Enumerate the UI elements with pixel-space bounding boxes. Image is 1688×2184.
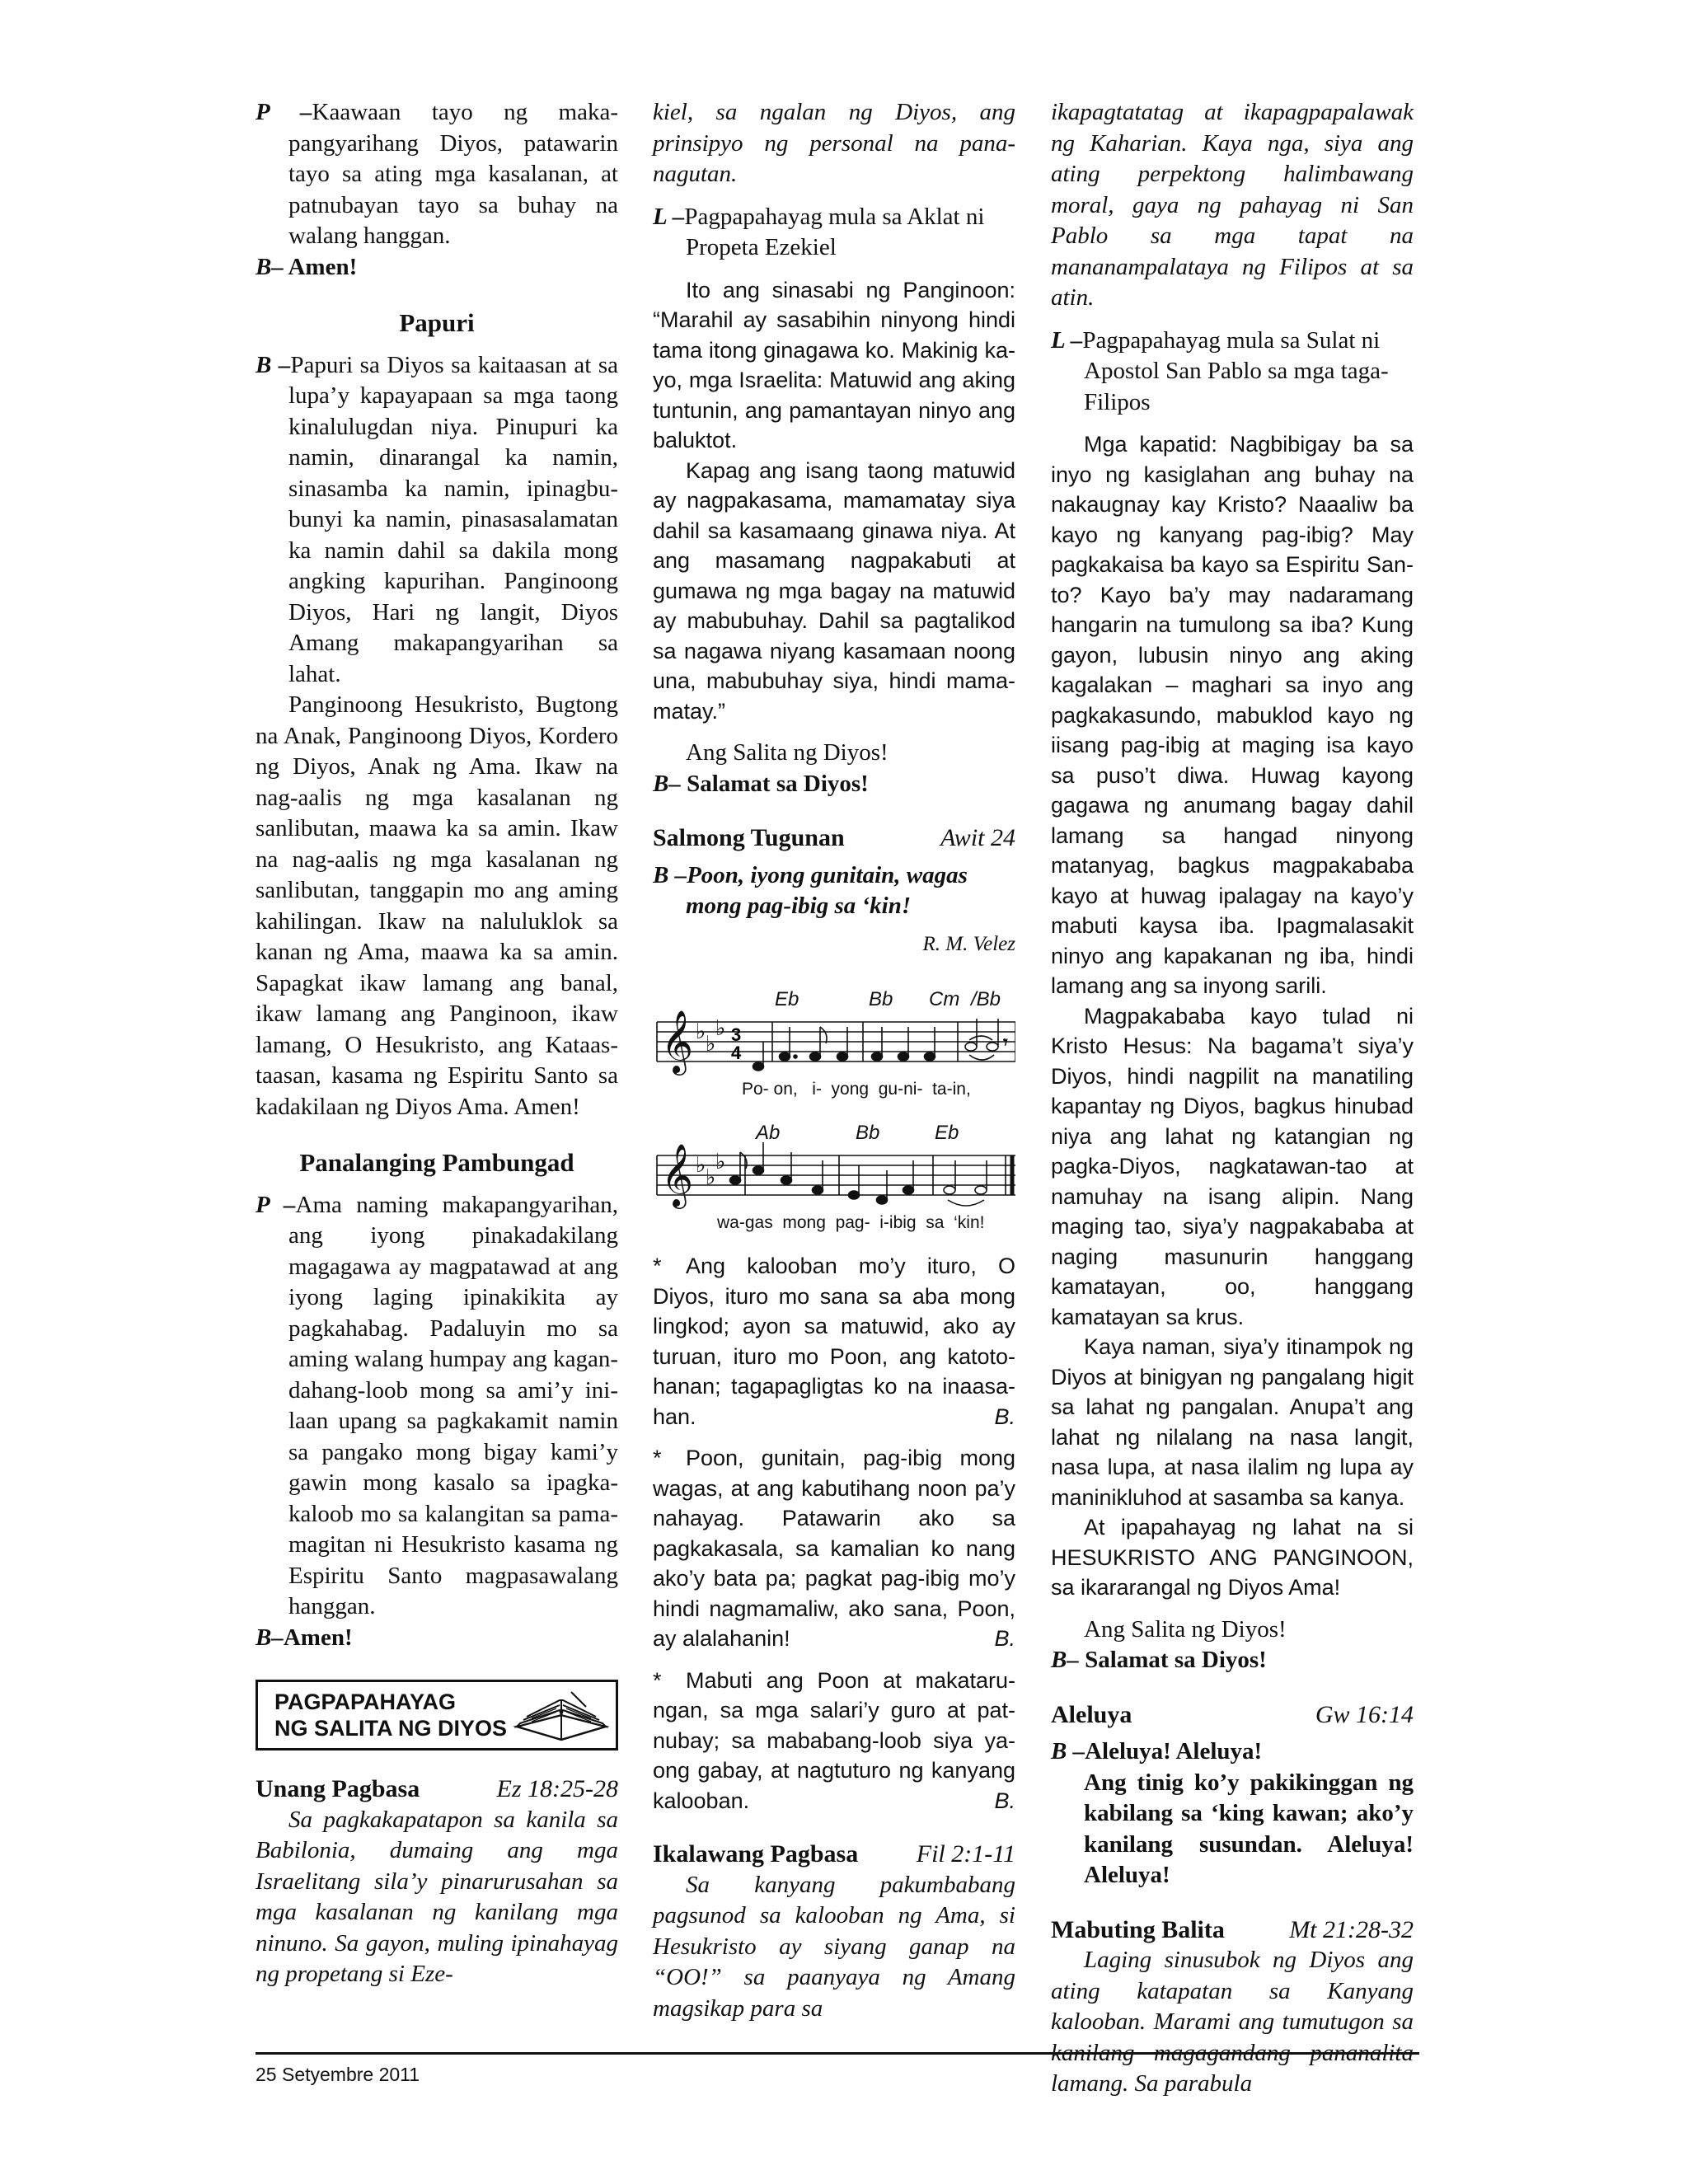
papuri-text: Papuri sa Diyos sa kaitaasan at sa lupa’y kapayapaan sa mga taong kinalulugdan niya. Pinupuri ka namin, dinarangal ka namin, sinasamba ka namin, ipinagbubunyi ka namin, pinasasalamatan ka namin dahil sa dakila mong angking kapurihan. Panginoong Diyos, Hari ng langit, Diyos Amang makapangyarihan sa lahat.: [288, 351, 619, 687]
verse-body: Poon, gunitain, pag-ibig mong wagas, at ang kabutihang noon pa’y nahayag. Patawarin ako sa pagkakasala, sa kamalian ko nang ako’y bata pa; pagkat pag-ibig mo’y hindi nagmamaliw, ako sana, Poon, ay alalahanin!: [653, 1446, 1015, 1651]
reading-title: Unang Pagbasa: [256, 1775, 420, 1802]
reading-paragraph-1: Mga kapatid: Nagbibigay ba sa inyo ng kasiglahan ang buhay na nakaugnay kay Kristo? Naaaliw ba kayo ng kanyang pag-ibig? May pagkakaisa ba kayo sa Espiritu Santo? Kayo ba’y may nadaramang hangarin na tumulong sa iba? Kung gayon, lubusin ninyo ang aking kagalakan – maghari sa inyo ang pagkakasundo, mabuklod kayo ng iisang pag-ibig at maging isa kayo sa puso’t diwa. Huwag kayong gagawa ng anumang bagay dahil lamang sa hangad ninyong matanyag, bagkus magpakababa kayo at huwag ipalagay na kayo’y mabuti kaysa iba. Ipagmalasakit ninyo ang kapakanan ng iba, hindi lamang ang sa inyong sarili.: [1051, 432, 1414, 998]
reading-title: Mabuting Balita: [1051, 1915, 1225, 1943]
psalm-verse-3: [653, 1666, 1015, 1816]
svg-text:♭: ♭: [715, 1016, 726, 1041]
amen-response: [256, 1623, 618, 1654]
amen-response: [256, 252, 618, 284]
opening-prayer-end: [256, 97, 618, 252]
pambungad-paragraph: [256, 1190, 618, 1623]
papuri-paragraph-1: [256, 350, 618, 691]
gospel-header: [1051, 1915, 1414, 1946]
acclamation-response: [1051, 1645, 1414, 1676]
verse-response: B.: [994, 1788, 1015, 1813]
reading-paragraph-2: Magpakababa kayo tulad ni Kristo Hesus: Na bagama’t siya’y Diyos, hindi nagpilit na manatiling kapantay ng Diyos, bagkus hinubad niya ang lahat ng katangian ng pagka-Diyos, nagkatawan-tao at namuhay na isang alipin. Nang maging tao, siya’y nagpakababa at naging masunurin hanggang kamatayan, oo, hanggang kamatayan sa krus.: [1051, 1003, 1414, 1329]
aleluya-verse: Ang tinig ko’y pakikinggan ng kabilang sa ‘king kawan; ako’y kanilang susundan. Aleluya! Aleluya!: [1084, 1769, 1414, 1888]
speaker-mark: B –: [256, 351, 291, 378]
speaker-mark: B –: [1051, 1738, 1085, 1765]
reading-paragraph-3: Kaya naman, siya’y itinampok ng Diyos at binigyan ng pangalang higit sa lahat ng pangalan. Anupa’t ang lahat ng nilalang na nasa langit, nasa lupa, at nasa ilalim ng lupa ay maninikluhod at sasamba sa kanya.: [1051, 1334, 1414, 1510]
composer: R. M. Velez: [922, 932, 1015, 955]
notes-staff-1: [753, 1019, 999, 1071]
liturgy-word-banner: [256, 1680, 618, 1750]
lyrics-staff-2: wa-gas mong pag- i-ibig sa ‘kin!: [717, 1213, 985, 1232]
aleluya-response: [1051, 1736, 1414, 1768]
verse-text: [653, 1251, 1015, 1432]
announcement-text: Pagpapahayag mula sa Sulat ni Apostol San Pablo sa mga taga-Filipos: [1082, 326, 1389, 415]
column-3: [1051, 97, 1414, 2100]
speaker-mark: L –: [653, 203, 685, 230]
treble-clef-icon: 𝄞: [661, 1010, 694, 1073]
speaker-mark: B–: [256, 1624, 284, 1651]
psalm-reference: Awit 24: [940, 824, 1015, 851]
response-text: Amen!: [283, 1624, 353, 1651]
treble-clef-icon: 𝄞: [661, 1143, 694, 1207]
section-title: Aleluya: [1051, 1700, 1132, 1728]
reading-intro-continued: kiel, sa ngalan ng Diyos, ang prinsipyo ng personal na pananagutan.: [653, 99, 1015, 187]
reading-paragraph-4: At ipapahayag ng lahat na si HESUKRISTO ANG PANGINOON, sa ikararangal ng Diyos Ama!: [1051, 1515, 1414, 1600]
psalm-verse-1: [653, 1251, 1015, 1432]
chord-label: Ab: [756, 1122, 781, 1144]
time-sig-top: 3: [731, 1024, 742, 1045]
chord-label: Cm: [929, 988, 960, 1010]
svg-text:♭: ♭: [696, 1019, 706, 1044]
rest-icon: 𝄾: [1003, 1033, 1008, 1053]
reading-intro: Sa pagkakapatapon sa kanila sa Babilonia, dumaing ang mga Israelitang sila’y pinarurusahan sa mga kasalanan ng kanilang mga ninuno. Sa gayon, muling ipinahayag ng propetang si Eze-: [256, 1806, 618, 1987]
reading-paragraph-2: Kapag ang isang taong matuwid ay nagpakasama, mamamatay siya dahil sa kasamaang ginawa niya. At ang masamang nagpakabuti at gumawa ng mga bagay na matuwid ay mabubuhay. Dahil sa pagtalikod sa nagawa niyang kasamaan noong una, mabubuhay siya, hindi mamamatay.”: [653, 457, 1015, 724]
response-text: Salamat sa Diyos!: [1078, 1647, 1267, 1673]
response-text: Salamat sa Diyos!: [680, 770, 869, 797]
notes-staff-2: [730, 1142, 987, 1206]
verse-response: B.: [994, 1404, 1015, 1429]
verse-mark: *: [653, 1254, 662, 1278]
speaker-mark: L –: [1051, 326, 1083, 354]
music-score: [653, 972, 1015, 1244]
reading-reference: Fil 2:1-11: [916, 1840, 1015, 1868]
chord-label: Eb: [935, 1122, 959, 1144]
chord-label: Eb: [775, 988, 799, 1010]
staff-notation: [653, 972, 1015, 1244]
svg-text:♭: ♭: [706, 1032, 716, 1057]
svg-text:♭: ♭: [706, 1165, 716, 1190]
section-title-papuri: Papuri: [399, 308, 475, 337]
banner-line-1: PAGPAPAHAYAG: [274, 1690, 457, 1714]
verse-text: [653, 1443, 1015, 1654]
speaker-mark: B–: [256, 253, 284, 280]
pambungad-text: Ama naming makapangyarihan, ang iyong pinakadakilang magagawa ay magpatawad at ang iyong laging ipinakikita ay pagkahabag. Padaluyin mo sa aming walang humpay ang kagandahang-loob mong sa ami’y inilaan upang sa pagkakamit namin sa pangako mong bigay kami’y gawin mong kasalo sa ipagkakaloob mo sa kalangitan sa pamamagitan ni Hesukristo kasama ng Espiritu Santo magpasawalang hanggan.: [288, 1191, 618, 1619]
verse-text: [653, 1666, 1015, 1816]
banner-text: [274, 1689, 507, 1741]
verse-mark: *: [653, 1667, 662, 1693]
reading-header-second: [653, 1839, 1015, 1870]
reader-announcement: [653, 202, 1015, 264]
psalm-response: [653, 860, 1015, 922]
svg-text:♭: ♭: [696, 1153, 706, 1178]
psalm-title: Salmong Tugunan: [653, 824, 845, 851]
reading-paragraph-1: Ito ang sinasabi ng Panginoon: “Marahil ay sasabihin ninyong hindi tama itong ginagawa ko. Makinig kayo, mga Israelita: Matuwid ang aking tuntunin, ang pamantayan ninyo ang baluktot.: [653, 277, 1015, 452]
speaker-mark: B–: [653, 770, 681, 797]
verse-response: B.: [994, 1626, 1015, 1651]
footer-rule: [256, 2052, 1419, 2055]
reading-intro-continued: ikapagtatatag at ikapagpapalawak ng Kaharian. Kaya nga, siya ang ating perpektong halimbawang moral, gaya ng pahayag ni San Pablo sa mga tapat na mananampalataya ng Filipos at sa atin.: [1051, 99, 1414, 311]
verse-mark: *: [653, 1446, 662, 1470]
speaker-mark: P –: [256, 99, 312, 125]
speaker-mark: B–: [1051, 1647, 1079, 1673]
prayer-text: Kaawaan tayo ng makapangyarihang Diyos, patawarin tayo sa ating mga kasalanan, at patnubayan tayo sa buhay na walang hanggan.: [288, 99, 619, 249]
aleluya-line: Aleluya! Aleluya!: [1085, 1738, 1263, 1765]
footer-date: 25 Setyembre 2011: [256, 2064, 420, 2085]
reading-reference: Mt 21:28-32: [1289, 1915, 1414, 1943]
verse-body: Ang kalooban mo’y ituro, O Diyos, ituro mo sana sa aba mong lingkod; ayon sa matuwid, ako ay turuan, ituro mo Poon, ang katotohanan; tagapagligtas ko na inaasahan.: [653, 1254, 1015, 1429]
chord-label: /Bb: [971, 988, 1001, 1010]
reader-announcement: [1051, 326, 1414, 419]
reading-intro: Laging sinusubok ng Diyos ang ating katapatan sa Kanyang kalooban. Marami ang tumutugon sa kanilang magagandang pananalita lamang. Sa parabula: [1051, 1947, 1414, 2097]
section-reference: Gw 16:14: [1315, 1700, 1414, 1728]
section-title-pambungad: Panalanging Pambungad: [299, 1148, 574, 1177]
speaker-mark: P –: [256, 1191, 296, 1218]
reading-header-first: [256, 1774, 618, 1805]
chord-label: Bb: [869, 988, 893, 1010]
acclamation: Ang Salita ng Diyos!: [686, 739, 889, 766]
aleluya-header: [1051, 1699, 1414, 1731]
psalm-header: [653, 823, 1015, 854]
psalm-verse-2: [653, 1443, 1015, 1654]
acclamation: Ang Salita ng Diyos!: [1084, 1615, 1287, 1643]
time-sig-bottom: 4: [731, 1043, 742, 1063]
announcement-text: Pagpapahayag mula sa Aklat ni Propeta Ezekiel: [684, 203, 985, 260]
verse-body: Mabuti ang Poon at makatarungan, sa mga salari’y guro at patnubay; sa mababang-loob siya yaong gabay, at nagtuturo ng kanyang kalooban.: [653, 1667, 1015, 1813]
chord-label: Bb: [856, 1122, 880, 1144]
open-book-icon: [512, 1685, 611, 1745]
reading-reference: Ez 18:25-28: [496, 1775, 618, 1802]
response-text: Amen!: [283, 253, 358, 280]
reading-title: Ikalawang Pagbasa: [653, 1840, 859, 1868]
column-2: [653, 97, 1015, 2024]
column-1: [256, 97, 618, 1990]
svg-text:♭: ♭: [715, 1150, 726, 1174]
speaker-mark: B –: [653, 861, 687, 888]
acclamation-response: [653, 769, 1015, 800]
lyrics-staff-1: Po- on, i- yong gu-ni- ta-in,: [742, 1080, 971, 1099]
psalm-response-text: Poon, iyong gunitain, wagas mong pag-ibig sa ‘kin!: [686, 861, 968, 919]
reading-intro: Sa kanyang pakumbabang pagsunod sa kalooban ng Ama, si Hesukristo ay siyang ganap na “OO!” sa paanyaya ng Amang magsikap para sa: [653, 1871, 1015, 2022]
banner-line-2: NG SALITA NG DIYOS: [274, 1716, 508, 1741]
papuri-paragraph-2: Panginoong Hesukristo, Bugtong na Anak, Panginoong Diyos, Kordero ng Diyos, Anak ng Ama. Ikaw na nag-aalis ng mga kasalanan ng sanlibutan, maawa ka sa amin. Ikaw na nag-aalis ng mga kasalanan ng sanlibutan, tanggapin mo ang aming kahilingan. Ikaw na naluluklok sa kanan ng Ama, maawa ka sa amin. Sapagkat ikaw lamang ang banal, ikaw lamang ang Panginoon, ikaw lamang, O Hesukristo, ang Kataas-taasan, kasama ng Espiritu Santo sa kadakilaan ng Diyos Ama. Amen!: [256, 691, 618, 1120]
